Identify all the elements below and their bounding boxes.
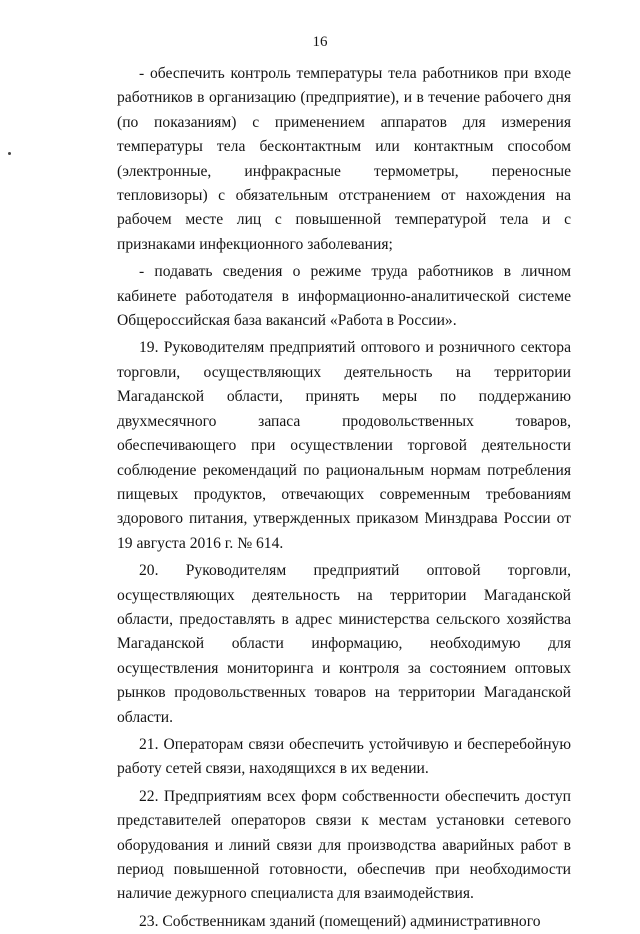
paragraph-temperature-control: - обеспечить контроль температуры тела работников при входе работников в организацию (предприятие), и в течение рабочего дня (по показаниям) с применением аппаратов для измерения температуры тела бесконтактным или контактным способом (электронные, инфракрасные термометры, переносные тепловизоры) с обязательным отстранением от нахождения на рабочем месте лиц с повышенной температурой тела и с признаками инфекционного заболевания; — [117, 65, 571, 253]
paragraph-21: 21. Операторам связи обеспечить устойчивую и бесперебойную работу сетей связи, находящихся в их ведении. — [117, 735, 571, 778]
paragraph-work-schedule-report: - подавать сведения о режиме труда работников в личном кабинете работодателя в информационно-аналитической системе Общероссийская база вакансий «Работа в России». — [117, 263, 571, 330]
paragraph-22: 22. Предприятиям всех форм собственности обеспечить доступ представителей операторов связи к местам установки сетевого оборудования и линий связи для производства аварийных работ в период повышенной готовности, обеспечив при необходимости наличие дежурного специалиста для взаимодействия. — [117, 787, 571, 903]
margin-dot — [8, 152, 11, 155]
document-body — [117, 62, 571, 934]
paragraph-23: 23. Собственникам зданий (помещений) административного — [139, 912, 541, 930]
paragraph-20: 20. Руководителям предприятий оптовой торговли, осуществляющих деятельность на территории Магаданской области, предоставлять в адрес министерства сельского хозяйства Магаданской области информацию, необходимую для осуществления мониторинга и контроля за состоянием оптовых рынков продовольственных товаров на территории Магаданской области. — [117, 562, 571, 726]
paragraph-19: 19. Руководителям предприятий оптового и розничного сектора торговли, осуществляющих деятельность на территории Магаданской области, принять меры по поддержанию двухмесячного запаса продовольственных товаров, обеспечивающего при осуществлении торговой деятельности соблюдение рекомендаций по рациональным нормам потребления пищевых продуктов, отвечающих современным требованиям здорового питания, утвержденных приказом Минздрава России от 19 августа 2016 г. № 614. — [117, 339, 571, 552]
page-number: 16 — [312, 34, 328, 50]
